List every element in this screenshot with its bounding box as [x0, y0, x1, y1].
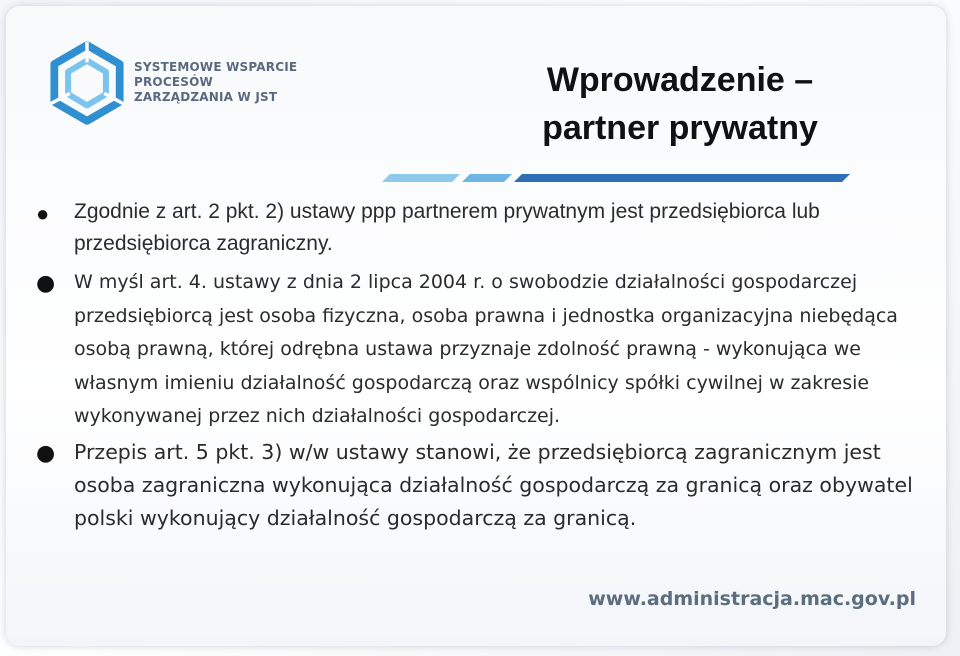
hexagon-logo-icon: [44, 40, 130, 126]
bullet-icon: ●: [36, 440, 56, 466]
bullet-text-1: Zgodnie z art. 2 pkt. 2) ustawy ppp partnerem prywatnym jest przedsiębiorca lub przedsiębiorca zagraniczny.: [74, 200, 820, 255]
bullet-list: [30, 196, 920, 535]
list-item: [30, 436, 920, 535]
logo-line-1: SYSTEMOWE WSPARCIE: [134, 60, 298, 74]
bullet-icon: ●: [36, 271, 56, 296]
decorative-stripes: [380, 174, 852, 184]
title-line-2: partner prywatny: [542, 109, 818, 147]
logo-text: [134, 60, 297, 105]
logo-line-2: PROCESÓW: [134, 75, 213, 89]
bullet-text-3: Przepis art. 5 pkt. 3) w/w ustawy stanowi, że przedsiębiorcą zagranicznym jest osoba zagraniczna wykonująca działalność gospodarczą za granicą oraz obywatel polski wykonujący działalność gospodarczą za granicą.: [74, 439, 913, 530]
title-line-1: Wprowadzenie –: [546, 61, 814, 99]
bullet-text-2: W myśl art. 4. ustawy z dnia 2 lipca 2004 r. o swobodzie działalności gospodarczej przedsiębiorcą jest osoba fizyczna, osoba prawna i jednostka organizacyjna niebędąca osobą prawną, której odrębna ustawa przyznaje zdolność prawną - wykonująca we własnym imieniu działalność gospodarczą oraz wspólnicy spółki cywilnej w zakresie wykonywanej przez nich działalności gospodarczej.: [74, 271, 898, 427]
footer-url: www.administracja.mac.gov.pl: [588, 588, 916, 610]
bullet-icon: ●: [36, 201, 50, 226]
list-item: [30, 266, 920, 434]
list-item: [30, 196, 920, 260]
slide-title: [460, 56, 900, 152]
logo-line-3: ZARZĄDZANIA W JST: [134, 90, 278, 104]
